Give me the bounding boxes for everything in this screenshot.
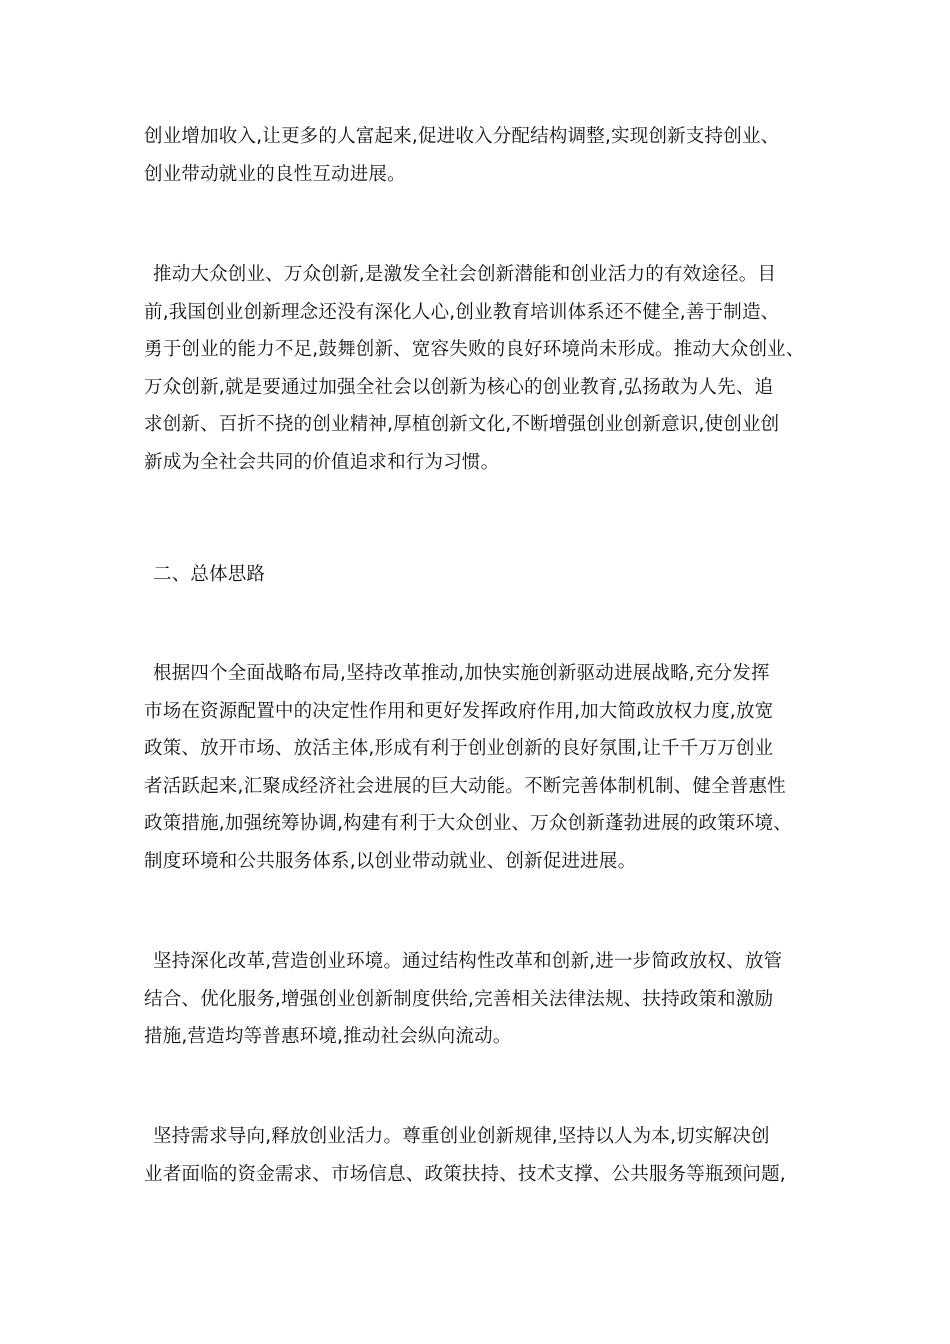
paragraph-4 bbox=[144, 943, 814, 1056]
text-line: 创业带动就业的良性互动进展。 bbox=[144, 163, 406, 185]
text-line: 市场在资源配置中的决定性作用和更好发挥政府作用,加大简政放权力度,放宽 bbox=[144, 700, 774, 722]
text-line: 坚持需求导向,释放创业活力。尊重创业创新规律,坚持以人为本,切实解决创 bbox=[153, 1126, 770, 1147]
paragraph-2 bbox=[144, 256, 814, 481]
text-line: 者活跃起来,汇聚成经济社会进展的巨大动能。不断完善体制机制、健全普惠性 bbox=[144, 775, 786, 797]
text-line: 前,我国创业创新理念还没有深化人心,创业教育培训体系还不健全,善于制造、 bbox=[144, 301, 780, 323]
section-heading bbox=[144, 556, 814, 594]
text-line: 措施,营造均等普惠环境,推动社会纵向流动。 bbox=[144, 1026, 512, 1047]
text-line: 万众创新,就是要通过加强全社会以创新为核心的创业教育,弘扬敢为人先、追 bbox=[144, 376, 774, 398]
text-line: 求创新、百折不挠的创业精神,厚植创新文化,不断增强创业创新意识,使创业创 bbox=[144, 414, 780, 435]
text-line: 制度环境和公共服务体系,以创业带动就业、创新促进进展。 bbox=[144, 850, 637, 872]
text-line: 勇于创业的能力不足,鼓舞创新、宽容失败的良好环境尚未形成。推动大众创业、 bbox=[144, 339, 805, 360]
text-line: 坚持深化改革,营造创业环境。通过结构性改革和创新,进一步简政放权、放管 bbox=[153, 951, 783, 972]
text-line: 创业增加收入,让更多的人富起来,促进收入分配结构调整,实现创新支持创业、 bbox=[144, 126, 780, 147]
paragraph-3 bbox=[144, 655, 814, 880]
text-line: 根据四个全面战略布局,坚持改革推动,加快实施创新驱动进展战略,充分发挥 bbox=[153, 663, 770, 684]
section-title: 二、总体思路 bbox=[153, 564, 266, 585]
paragraph-5 bbox=[144, 1118, 814, 1193]
text-line: 结合、优化服务,增强创业创新制度供给,完善相关法律法规、扶持政策和激励 bbox=[144, 988, 774, 1010]
text-line: 政策措施,加强统筹协调,构建有利于大众创业、万众创新蓬勃进展的政策环境、 bbox=[144, 813, 792, 834]
text-line: 新成为全社会共同的价值追求和行为习惯。 bbox=[144, 451, 500, 473]
paragraph-1 bbox=[144, 118, 814, 193]
text-line: 推动大众创业、万众创新,是激发全社会创新潜能和创业活力的有效途径。目 bbox=[153, 264, 777, 285]
text-line: 业者面临的资金需求、市场信息、政策扶持、技术支撑、公共服务等瓶颈问题, bbox=[144, 1163, 786, 1185]
text-line: 政策、放开市场、放活主体,形成有利于创业创新的良好氛围,让千千万万创业 bbox=[144, 738, 774, 759]
